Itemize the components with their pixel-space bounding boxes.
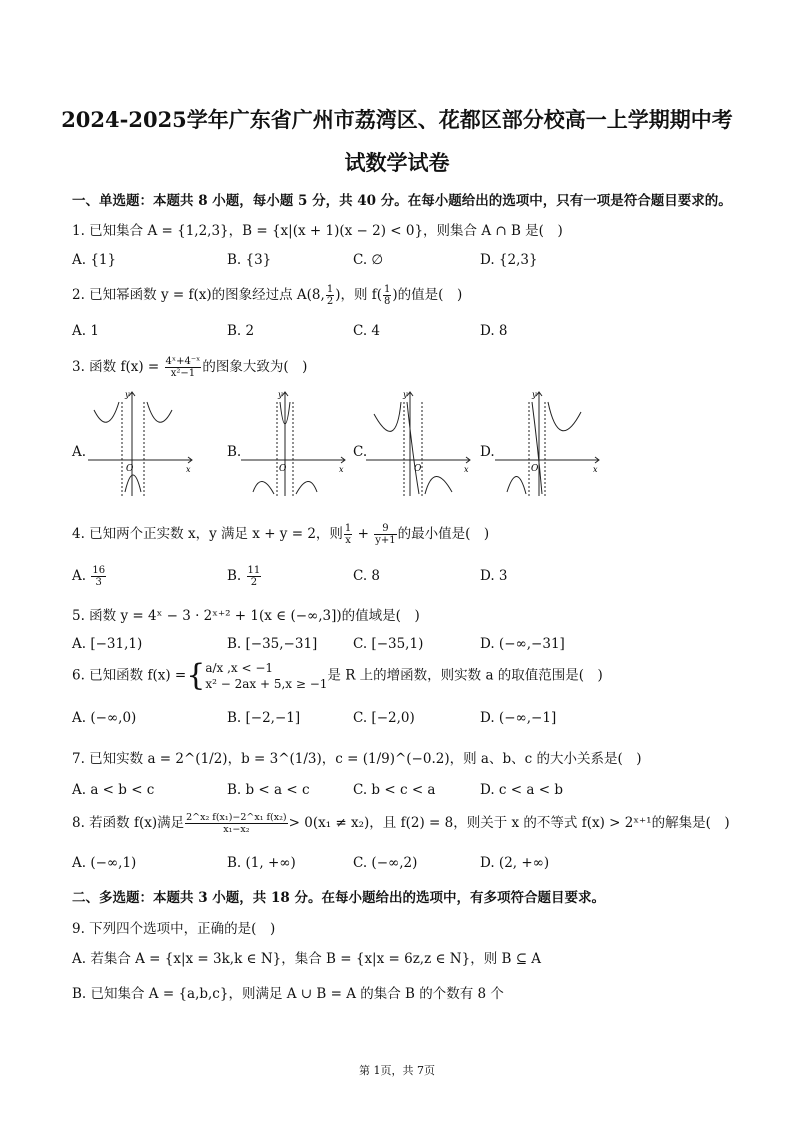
page-footer: 第 1页，共 7页 xyxy=(359,1064,435,1077)
svg-text:y: y xyxy=(278,390,283,399)
graph-label-a: A. xyxy=(72,444,87,460)
q2-option-d: D. 8 xyxy=(480,323,508,339)
q6-option-d: D. (−∞,−1] xyxy=(480,710,557,726)
q8-option-b: B. (1, +∞) xyxy=(227,855,296,871)
fraction: $\frac{1}{2}$ xyxy=(326,284,334,307)
svg-text:x: x xyxy=(186,465,191,474)
q5-option-a: A. [−31,1) xyxy=(72,636,143,652)
svg-text:x: x xyxy=(593,465,598,474)
q6-option-c: C. [−2,0) xyxy=(353,710,415,726)
svg-text:O: O xyxy=(279,464,287,474)
q4-option-d: D. 3 xyxy=(480,568,508,584)
svg-text:y: y xyxy=(125,390,130,399)
section1-heading: 一、单选题：本题共 8 小题，每小题 5 分，共 40 分。在每小题给出的选项中，只有一项是符合题目要求的。 xyxy=(72,193,732,209)
q2-option-b: B. 2 xyxy=(227,323,255,339)
question-6: 6. 已知函数 f(x) ={ a/x ,x < −1 x² − 2ax + 5,x ≥ −1 是 R 上的增函数，则实数 a 的取值范围是( ) xyxy=(72,658,603,693)
fraction: $\frac{1}{8}$ xyxy=(384,284,391,307)
svg-text:O: O xyxy=(414,464,422,474)
question-7: 7. 已知实数 a = 2^(1/2)，b = 3^(1/3)，c = (1/9)^(−0.2)，则 a、b、c 的大小关系是( ) xyxy=(72,751,642,767)
question-2: 2. 已知幂函数 y = f(x)的图象经过点 A(8, $\frac{1}{2}$ )，则 f( $\frac{1}{8}$ )的值是( ) xyxy=(72,284,463,307)
graph-d xyxy=(495,388,605,498)
q8-option-d: D. (2, +∞) xyxy=(480,855,550,871)
graph-label-b: B. xyxy=(227,444,242,460)
section2-heading: 二、多选题：本题共 3 小题，共 18 分。在每小题给出的选项中，有多项符合题目要求。 xyxy=(72,890,605,906)
svg-text:y: y xyxy=(403,390,408,399)
question-4: 4. 已知两个正实数 x，y 满足 x + y = 2，则 $\frac{1}{x}$ + $\frac{9}{y+1}$ 的最小值是( ) xyxy=(72,523,490,546)
q1-option-a: A. {1} xyxy=(72,252,117,268)
q1-option-b: B. {3} xyxy=(227,252,272,268)
q5-option-b: B. [−35,−31] xyxy=(227,636,318,652)
q7-option-c: C. b < c < a xyxy=(353,782,436,798)
graph-b xyxy=(241,388,351,498)
q8-option-a: A. (−∞,1) xyxy=(72,855,137,871)
q8-option-c: C. (−∞,2) xyxy=(353,855,418,871)
svg-text:x: x xyxy=(464,465,469,474)
graph-c xyxy=(366,388,476,498)
question-9: 9. 下列四个选项中，正确的是( ) xyxy=(72,921,276,937)
q6-option-b: B. [−2,−1] xyxy=(227,710,301,726)
q9-option-a: A. 若集合 A = {x|x = 3k,k ∈ N}，集合 B = {x|x = 6z,z ∈ N}，则 B ⊆ A xyxy=(72,951,542,967)
fraction: $\frac{9}{y+1}$ xyxy=(375,523,396,546)
svg-text:O: O xyxy=(126,464,134,474)
svg-text:y: y xyxy=(532,390,537,399)
q5-option-d: D. (−∞,−31] xyxy=(480,636,565,652)
graph-label-d: D. xyxy=(480,444,495,460)
question-1: 1. 已知集合 A = {1,2,3}，B = {x|(x + 1)(x − 2) < 0}，则集合 A ∩ B 是( ) xyxy=(72,223,563,239)
question-5: 5. 函数 y = 4ˣ − 3 · 2ˣ⁺² + 1(x ∈ (−∞,3])的值域是( ) xyxy=(72,608,420,624)
svg-text:O: O xyxy=(531,464,539,474)
q4-option-b: B. $\frac{11}{2}$ xyxy=(227,565,261,588)
q1-option-c: C. ∅ xyxy=(353,252,384,268)
q7-option-a: A. a < b < c xyxy=(72,782,155,798)
svg-text:x: x xyxy=(339,465,344,474)
q2-option-c: C. 4 xyxy=(353,323,381,339)
q2-option-a: A. 1 xyxy=(72,323,99,339)
q1-option-d: D. {2,3} xyxy=(480,252,538,268)
q6-option-a: A. (−∞,0) xyxy=(72,710,137,726)
exam-title-line2: 试数学试卷 xyxy=(344,150,450,175)
graph-a xyxy=(88,388,198,498)
question-3: 3. 函数 f(x) = $\frac{\text{4ˣ+4⁻ˣ}}{\text{x²−1}}$ 的图象大致为( ) xyxy=(72,356,308,379)
q7-option-b: B. b < a < c xyxy=(227,782,310,798)
fraction: $\frac{1}{x}$ xyxy=(344,523,352,546)
exam-title-line1: 2024-2025学年广东省广州市荔湾区、花都区部分校高一上学期期中考 xyxy=(61,107,733,132)
fraction: $\frac{\text{4ˣ+4⁻ˣ}}{\text{x²−1}}$ xyxy=(165,356,201,379)
q4-option-c: C. 8 xyxy=(353,568,381,584)
fraction: $\frac{\text{2\textasciicircum{}x₂ f(x₁)−2\textasciicircum{}x₁ f(x₂)}}{\text{x₁−x₂}}$ xyxy=(186,812,287,835)
q5-option-c: C. [−35,1) xyxy=(353,636,424,652)
q7-option-d: D. c < a < b xyxy=(480,782,563,798)
q9-option-b: B. 已知集合 A = {a,b,c}，则满足 A ∪ B = A 的集合 B 的个数有 8 个 xyxy=(72,986,504,1002)
q4-option-a: A. $\frac{16}{3}$ xyxy=(72,565,106,588)
question-8: 8. 若函数 f(x)满足 $\frac{\text{2\textasciicircum{}x₂ f(x₁)−2\textasciicircum{}x₁ f(x₂)}}{\text{x₁−x₂}}$ > 0(x₁ ≠ x₂)，且 f(2) = 8，则关于 x 的不等式 f(x) > 2ˣ⁺¹的解集是( ) xyxy=(72,812,730,835)
graph-label-c: C. xyxy=(353,444,368,460)
